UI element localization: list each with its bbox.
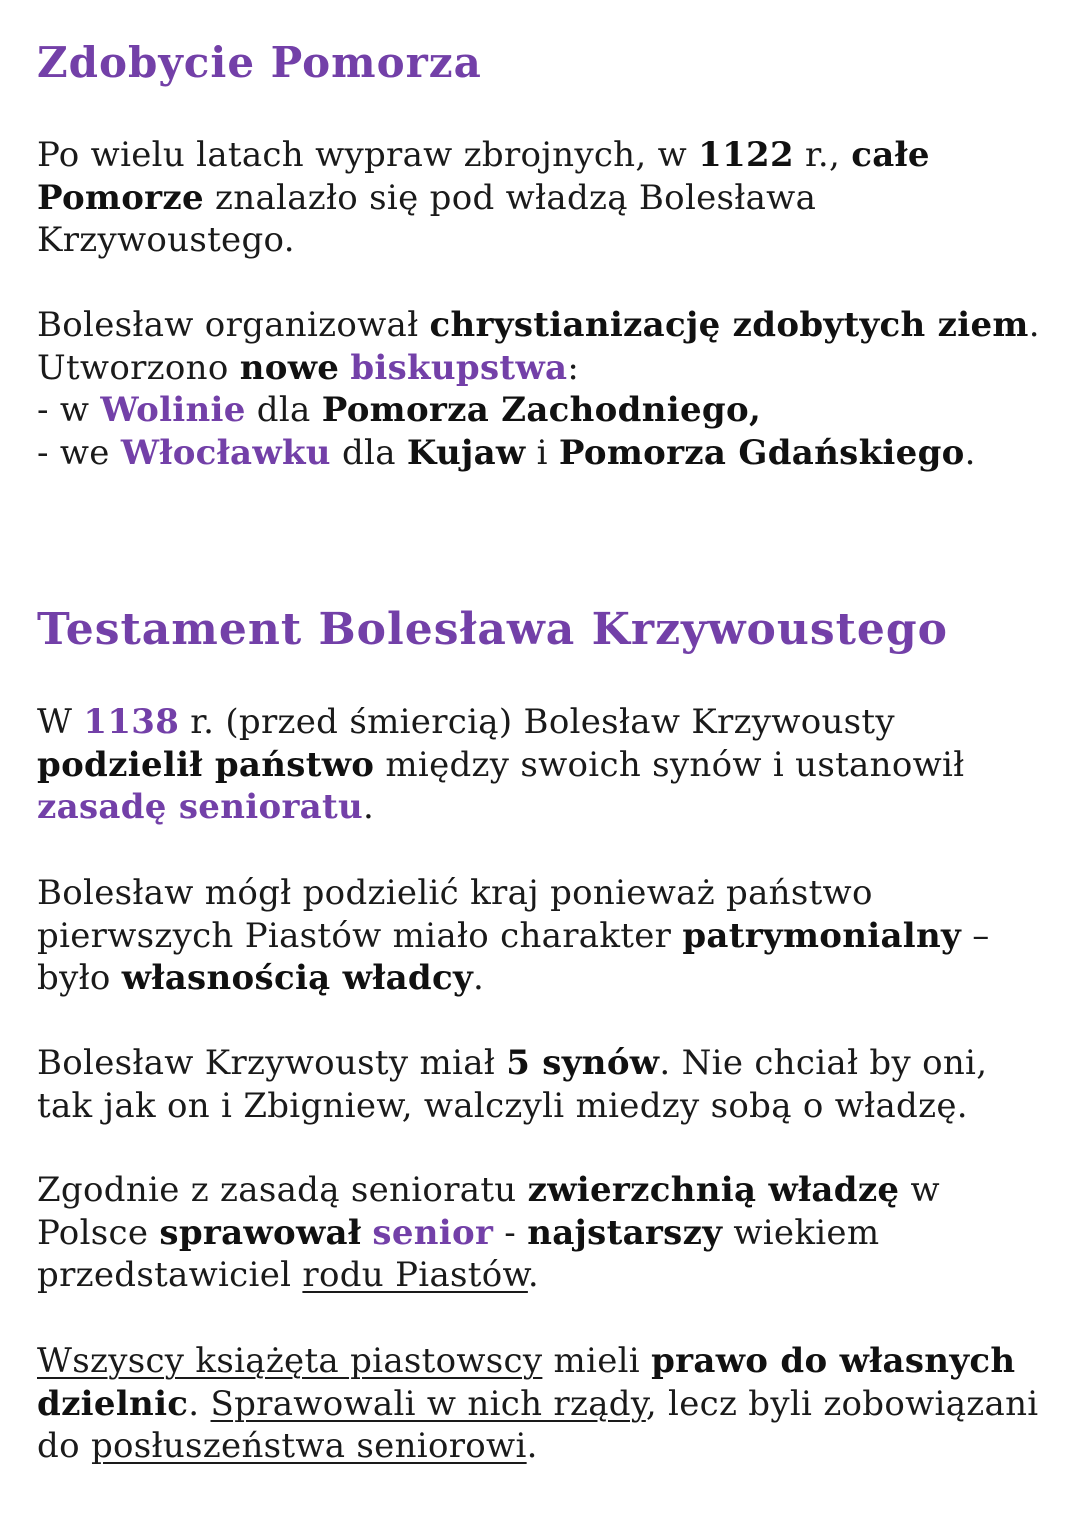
text: do bbox=[37, 1426, 91, 1466]
paragraph-princes bbox=[37, 1340, 1038, 1468]
paragraph-patrimonial bbox=[37, 872, 990, 1000]
text: Utworzono bbox=[37, 347, 240, 388]
bold-text: chrystianizację zdobytych ziem bbox=[429, 305, 1029, 345]
bold-text: prawo do własnych bbox=[651, 1341, 1016, 1381]
text: - bbox=[493, 1212, 528, 1253]
text: było bbox=[37, 958, 122, 998]
text: tak jak on i Zbigniew, walczyli miedzy sobą o władzę. bbox=[37, 1085, 968, 1126]
text: , lecz byli zobowiązani bbox=[645, 1383, 1039, 1424]
text: – bbox=[961, 915, 990, 956]
highlight-term: senior bbox=[372, 1212, 494, 1253]
underlined-text: posłuszeństwa seniorowi bbox=[90, 1426, 527, 1466]
paragraph-testament bbox=[37, 701, 965, 829]
text: pierwszych Piastów miało charakter bbox=[37, 915, 683, 956]
text: Krzywoustego. bbox=[37, 220, 295, 260]
bold-text: nowe bbox=[239, 347, 340, 388]
highlight-term: biskupstwa bbox=[350, 347, 568, 388]
year-1138: 1138 bbox=[83, 702, 180, 742]
text: . bbox=[526, 1426, 538, 1466]
text: w bbox=[899, 1170, 940, 1210]
text: . bbox=[964, 432, 976, 473]
bold-text: sprawował bbox=[159, 1212, 362, 1253]
text: - w bbox=[37, 390, 101, 430]
text: przedstawiciel bbox=[37, 1255, 303, 1295]
text: - we bbox=[37, 432, 121, 473]
bold-text: całe bbox=[851, 135, 930, 175]
bold-text: najstarszy bbox=[527, 1212, 723, 1253]
text bbox=[361, 1213, 372, 1253]
text: mieli bbox=[542, 1341, 652, 1381]
text: wiekiem bbox=[722, 1212, 880, 1253]
underlined-text: Wszyscy książęta piastowscy bbox=[37, 1341, 543, 1381]
underlined-text: rodu Piastów bbox=[302, 1255, 528, 1295]
text: . bbox=[1028, 305, 1040, 345]
text: Bolesław Krzywousty miał bbox=[37, 1043, 507, 1083]
bold-text: Pomorza Zachodniego, bbox=[321, 390, 762, 430]
text: W bbox=[37, 702, 84, 742]
paragraph-seniorate bbox=[37, 1169, 940, 1297]
paragraph-pomorze-conquest bbox=[37, 134, 930, 262]
section-heading-pomorze: Zdobycie Pomorza bbox=[37, 38, 482, 87]
bold-text: patrymonialny bbox=[682, 915, 962, 956]
text: Bolesław organizował bbox=[37, 305, 430, 345]
text: Bolesław mógł podzielić kraj ponieważ państwo bbox=[37, 873, 873, 913]
text: . bbox=[527, 1255, 539, 1295]
text: Zgodnie z zasadą senioratu bbox=[37, 1170, 528, 1210]
text: : bbox=[567, 347, 580, 388]
bold-text: zwierzchnią władzę bbox=[527, 1170, 900, 1210]
paragraph-christianization bbox=[37, 304, 1040, 474]
text: . bbox=[363, 787, 375, 827]
text: r., bbox=[793, 135, 852, 175]
bold-text: Pomorza Gdańskiego bbox=[558, 432, 965, 473]
text: . Nie chciał by oni, bbox=[659, 1043, 988, 1083]
underlined-text: Sprawowali w nich rządy bbox=[210, 1383, 646, 1424]
text: . bbox=[473, 958, 485, 998]
bold-text: Kujaw bbox=[406, 432, 526, 473]
text: i bbox=[525, 432, 559, 473]
bold-text: 5 synów bbox=[506, 1043, 660, 1083]
highlight-term: Wolinie bbox=[100, 390, 246, 430]
text: dla bbox=[330, 432, 407, 473]
text bbox=[339, 348, 350, 388]
text: . bbox=[188, 1383, 211, 1424]
text: Po wielu latach wypraw zbrojnych, w bbox=[37, 135, 699, 175]
year-1122: 1122 bbox=[698, 135, 794, 175]
paragraph-sons bbox=[37, 1042, 987, 1127]
text: dla bbox=[245, 390, 322, 430]
bold-text: podzielił państwo bbox=[37, 744, 375, 785]
text: między swoich synów i ustanowił bbox=[374, 744, 965, 785]
bold-text: Pomorze bbox=[37, 177, 204, 218]
text: znalazło się pod władzą Bolesława bbox=[203, 177, 817, 218]
text: r. (przed śmiercią) Bolesław Krzywousty bbox=[179, 702, 895, 742]
highlight-term: zasadę senioratu bbox=[37, 787, 364, 827]
text: Polsce bbox=[37, 1212, 160, 1253]
section-heading-testament: Testament Bolesława Krzywoustego bbox=[37, 604, 949, 655]
bold-text: dzielnic bbox=[37, 1383, 189, 1424]
bold-text: własnością władcy bbox=[121, 958, 474, 998]
highlight-term: Włocławku bbox=[120, 432, 331, 473]
